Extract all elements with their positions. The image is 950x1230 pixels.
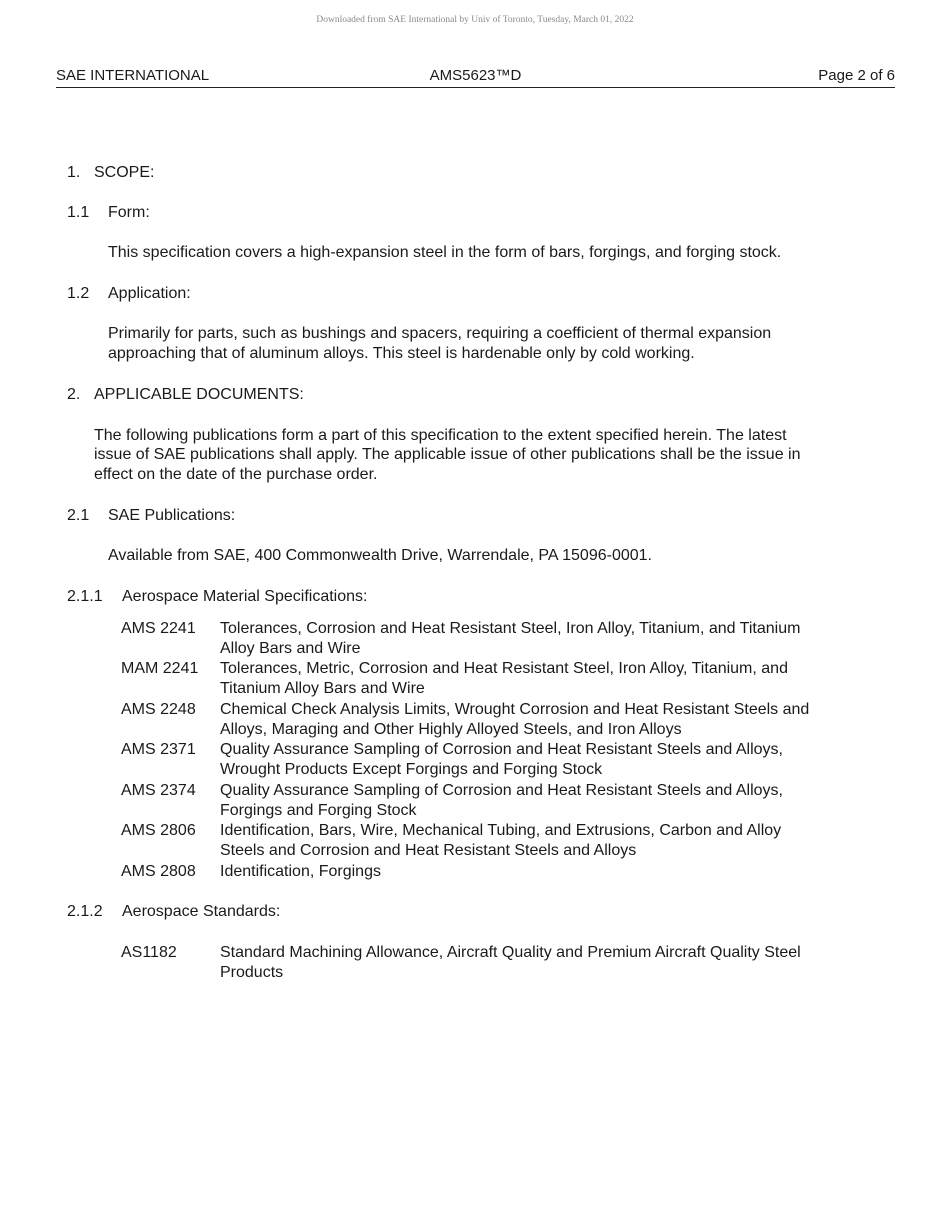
section-1-2-title: Application: (108, 285, 191, 302)
spec-description-line: Steels and Corrosion and Heat Resistant Steels and Alloys (220, 842, 637, 859)
page-number: Page 2 of 6 (818, 67, 895, 84)
spec-description-line: Identification, Forgings (220, 863, 381, 880)
spec-code: AMS 2808 (121, 863, 196, 880)
spec-description (220, 700, 870, 740)
section-1-number: 1. (67, 164, 81, 181)
spec-description-line: Identification, Bars, Wire, Mechanical Tubing, and Extrusions, Carbon and Alloy (220, 822, 782, 839)
section-1-2-body-line: Primarily for parts, such as bushings and spacers, requiring a coefficient of thermal expansion (108, 325, 772, 342)
spec-description-line: Quality Assurance Sampling of Corrosion and Heat Resistant Steels and Alloys, (220, 741, 783, 758)
spec-code: AMS 2806 (121, 822, 196, 839)
section-1-2-body-line: approaching that of aluminum alloys. This steel is hardenable only by cold working. (108, 345, 695, 362)
spec-description-line: Quality Assurance Sampling of Corrosion and Heat Resistant Steels and Alloys, (220, 782, 783, 799)
spec-description (220, 619, 870, 659)
spec-description-line: Tolerances, Metric, Corrosion and Heat Resistant Steel, Iron Alloy, Titanium, and (220, 660, 788, 677)
section-1-1-number: 1.1 (67, 204, 90, 221)
section-2-body-line: effect on the date of the purchase order. (94, 466, 378, 483)
section-2-body-line: issue of SAE publications shall apply. The applicable issue of other publications shall be the issue in (94, 446, 801, 463)
spec-description-line: Forgings and Forging Stock (220, 802, 417, 819)
standard-description-line: Products (220, 964, 284, 981)
spec-code: AMS 2241 (121, 620, 196, 637)
spec-description (220, 862, 870, 882)
spec-code: AMS 2374 (121, 782, 196, 799)
section-2-1-1-title: Aerospace Material Specifications: (122, 588, 368, 605)
section-2-1-body: Available from SAE, 400 Commonwealth Drive, Warrendale, PA 15096-0001. (108, 547, 652, 564)
download-watermark: Downloaded from SAE International by Univ of Toronto, Tuesday, March 01, 2022 (316, 15, 634, 25)
spec-code: AMS 2371 (121, 741, 196, 758)
section-2-1-1-number: 2.1.1 (67, 588, 103, 605)
section-2-body-line: The following publications form a part of this specification to the extent specified herein. The latest (94, 427, 787, 444)
section-1-1-title: Form: (108, 204, 150, 221)
section-2-number: 2. (67, 386, 81, 403)
section-1-1-body: This specification covers a high-expansion steel in the form of bars, forgings, and forging stock. (108, 244, 782, 261)
spec-description (220, 781, 870, 821)
spec-description-line: Wrought Products Except Forgings and Forging Stock (220, 761, 603, 778)
spec-description (220, 740, 870, 780)
spec-description-line: Tolerances, Corrosion and Heat Resistant Steel, Iron Alloy, Titanium, and Titanium (220, 620, 801, 637)
spec-description (220, 821, 870, 861)
section-1-2-number: 1.2 (67, 285, 90, 302)
spec-description (220, 659, 870, 699)
spec-description-line: Alloy Bars and Wire (220, 640, 361, 657)
publisher-name: SAE INTERNATIONAL (56, 67, 210, 84)
spec-description-line: Titanium Alloy Bars and Wire (220, 680, 425, 697)
section-2-1-2-title: Aerospace Standards: (122, 903, 281, 920)
section-2-1-title: SAE Publications: (108, 507, 236, 524)
section-2-1-2-number: 2.1.2 (67, 903, 103, 920)
spec-description-line: Alloys, Maraging and Other Highly Alloyed Steels, and Iron Alloys (220, 721, 682, 738)
spec-description-line: Chemical Check Analysis Limits, Wrought Corrosion and Heat Resistant Steels and (220, 701, 810, 718)
section-2-title: APPLICABLE DOCUMENTS: (94, 386, 304, 403)
spec-code: AMS 2248 (121, 701, 196, 718)
page-header (56, 66, 895, 88)
document-number: AMS5623™D (429, 67, 522, 84)
section-2-1-number: 2.1 (67, 507, 90, 524)
section-1-title: SCOPE: (94, 164, 155, 181)
standard-description-line: Standard Machining Allowance, Aircraft Quality and Premium Aircraft Quality Steel (220, 944, 801, 961)
spec-code: MAM 2241 (121, 660, 199, 677)
standard-code: AS1182 (121, 944, 177, 961)
standard-description (220, 943, 870, 983)
